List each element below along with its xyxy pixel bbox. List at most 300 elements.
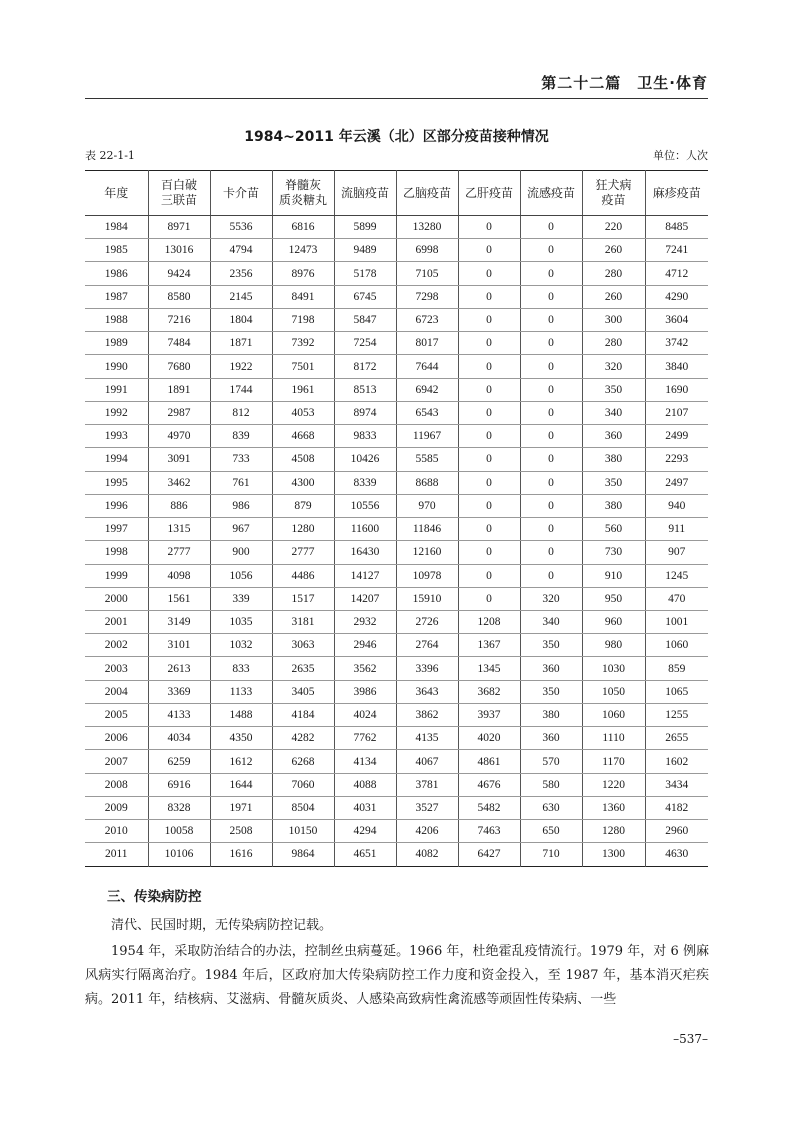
value-cell: 8328 bbox=[148, 796, 210, 819]
value-cell: 3682 bbox=[458, 680, 520, 703]
value-cell: 879 bbox=[272, 494, 334, 517]
value-cell: 1488 bbox=[210, 703, 272, 726]
value-cell: 300 bbox=[582, 308, 645, 331]
value-cell: 4300 bbox=[272, 471, 334, 494]
year-cell: 2006 bbox=[85, 727, 148, 750]
value-cell: 0 bbox=[520, 518, 582, 541]
table-row bbox=[85, 796, 708, 819]
value-cell: 4024 bbox=[334, 703, 396, 726]
value-cell: 4794 bbox=[210, 239, 272, 262]
table-row bbox=[85, 494, 708, 517]
table-row bbox=[85, 610, 708, 633]
value-cell: 10426 bbox=[334, 448, 396, 471]
value-cell: 859 bbox=[645, 657, 708, 680]
value-cell: 4350 bbox=[210, 727, 272, 750]
value-cell: 8976 bbox=[272, 262, 334, 285]
year-cell: 1988 bbox=[85, 308, 148, 331]
value-cell: 0 bbox=[458, 216, 520, 239]
year-cell: 1991 bbox=[85, 378, 148, 401]
table-code: 表 22-1-1 bbox=[85, 149, 135, 162]
value-cell: 3742 bbox=[645, 332, 708, 355]
value-cell: 1644 bbox=[210, 773, 272, 796]
value-cell: 4184 bbox=[272, 703, 334, 726]
value-cell: 340 bbox=[582, 401, 645, 424]
value-cell: 350 bbox=[520, 634, 582, 657]
value-cell: 1050 bbox=[582, 680, 645, 703]
value-cell: 1360 bbox=[582, 796, 645, 819]
value-cell: 3937 bbox=[458, 703, 520, 726]
value-cell: 7198 bbox=[272, 308, 334, 331]
value-cell: 1602 bbox=[645, 750, 708, 773]
table-row bbox=[85, 239, 708, 262]
table-meta bbox=[85, 147, 708, 163]
value-cell: 2777 bbox=[148, 541, 210, 564]
value-cell: 1220 bbox=[582, 773, 645, 796]
value-cell: 986 bbox=[210, 494, 272, 517]
value-cell: 967 bbox=[210, 518, 272, 541]
year-cell: 2009 bbox=[85, 796, 148, 819]
column-header: 乙肝疫苗 bbox=[458, 171, 520, 216]
value-cell: 0 bbox=[520, 494, 582, 517]
chapter-title: 第二十二篇 卫生·体育 bbox=[541, 74, 708, 92]
value-cell: 1891 bbox=[148, 378, 210, 401]
year-cell: 2002 bbox=[85, 634, 148, 657]
value-cell: 9489 bbox=[334, 239, 396, 262]
value-cell: 970 bbox=[396, 494, 458, 517]
year-cell: 2001 bbox=[85, 610, 148, 633]
value-cell: 8688 bbox=[396, 471, 458, 494]
table-row bbox=[85, 587, 708, 610]
value-cell: 7501 bbox=[272, 355, 334, 378]
value-cell: 11846 bbox=[396, 518, 458, 541]
column-header: 年度 bbox=[85, 171, 148, 216]
value-cell: 3369 bbox=[148, 680, 210, 703]
value-cell: 15910 bbox=[396, 587, 458, 610]
value-cell: 910 bbox=[582, 564, 645, 587]
value-cell: 4290 bbox=[645, 285, 708, 308]
value-cell: 1367 bbox=[458, 634, 520, 657]
value-cell: 6723 bbox=[396, 308, 458, 331]
table-row bbox=[85, 727, 708, 750]
year-cell: 2005 bbox=[85, 703, 148, 726]
value-cell: 0 bbox=[520, 425, 582, 448]
value-cell: 1001 bbox=[645, 610, 708, 633]
value-cell: 3604 bbox=[645, 308, 708, 331]
value-cell: 8974 bbox=[334, 401, 396, 424]
value-cell: 7216 bbox=[148, 308, 210, 331]
value-cell: 10150 bbox=[272, 820, 334, 843]
year-cell: 2007 bbox=[85, 750, 148, 773]
value-cell: 380 bbox=[582, 494, 645, 517]
year-cell: 1995 bbox=[85, 471, 148, 494]
value-cell: 7298 bbox=[396, 285, 458, 308]
value-cell: 0 bbox=[458, 425, 520, 448]
table-row bbox=[85, 216, 708, 239]
value-cell: 3396 bbox=[396, 657, 458, 680]
value-cell: 0 bbox=[458, 308, 520, 331]
value-cell: 0 bbox=[458, 378, 520, 401]
value-cell: 0 bbox=[520, 378, 582, 401]
value-cell: 0 bbox=[520, 216, 582, 239]
value-cell: 0 bbox=[520, 285, 582, 308]
value-cell: 0 bbox=[458, 494, 520, 517]
value-cell: 2655 bbox=[645, 727, 708, 750]
value-cell: 8172 bbox=[334, 355, 396, 378]
value-cell: 0 bbox=[520, 308, 582, 331]
value-cell: 6816 bbox=[272, 216, 334, 239]
value-cell: 1871 bbox=[210, 332, 272, 355]
value-cell: 2508 bbox=[210, 820, 272, 843]
value-cell: 12160 bbox=[396, 541, 458, 564]
value-cell: 1032 bbox=[210, 634, 272, 657]
value-cell: 0 bbox=[458, 355, 520, 378]
value-cell: 1561 bbox=[148, 587, 210, 610]
value-cell: 10106 bbox=[148, 843, 210, 866]
table-header-row bbox=[85, 171, 708, 216]
value-cell: 8504 bbox=[272, 796, 334, 819]
value-cell: 13280 bbox=[396, 216, 458, 239]
value-cell: 8971 bbox=[148, 216, 210, 239]
value-cell: 340 bbox=[520, 610, 582, 633]
table-row bbox=[85, 308, 708, 331]
value-cell: 0 bbox=[520, 262, 582, 285]
value-cell: 4486 bbox=[272, 564, 334, 587]
year-cell: 1999 bbox=[85, 564, 148, 587]
value-cell: 3181 bbox=[272, 610, 334, 633]
value-cell: 0 bbox=[520, 564, 582, 587]
value-cell: 6259 bbox=[148, 750, 210, 773]
value-cell: 0 bbox=[458, 332, 520, 355]
value-cell: 360 bbox=[520, 657, 582, 680]
value-cell: 1744 bbox=[210, 378, 272, 401]
year-cell: 1996 bbox=[85, 494, 148, 517]
value-cell: 2946 bbox=[334, 634, 396, 657]
value-cell: 380 bbox=[520, 703, 582, 726]
value-cell: 7644 bbox=[396, 355, 458, 378]
value-cell: 3643 bbox=[396, 680, 458, 703]
value-cell: 280 bbox=[582, 332, 645, 355]
value-cell: 260 bbox=[582, 285, 645, 308]
value-cell: 4031 bbox=[334, 796, 396, 819]
value-cell: 5899 bbox=[334, 216, 396, 239]
value-cell: 730 bbox=[582, 541, 645, 564]
value-cell: 4206 bbox=[396, 820, 458, 843]
paragraph: 清代、民国时期，无传染病防控记载。 bbox=[111, 918, 333, 933]
value-cell: 339 bbox=[210, 587, 272, 610]
value-cell: 10978 bbox=[396, 564, 458, 587]
value-cell: 8017 bbox=[396, 332, 458, 355]
section-heading: 三、传染病防控 bbox=[107, 889, 202, 905]
value-cell: 2497 bbox=[645, 471, 708, 494]
value-cell: 350 bbox=[582, 471, 645, 494]
value-cell: 7680 bbox=[148, 355, 210, 378]
value-cell: 10058 bbox=[148, 820, 210, 843]
value-cell: 4135 bbox=[396, 727, 458, 750]
value-cell: 3434 bbox=[645, 773, 708, 796]
table-row bbox=[85, 378, 708, 401]
value-cell: 0 bbox=[458, 285, 520, 308]
value-cell: 4134 bbox=[334, 750, 396, 773]
value-cell: 7463 bbox=[458, 820, 520, 843]
value-cell: 839 bbox=[210, 425, 272, 448]
value-cell: 6942 bbox=[396, 378, 458, 401]
value-cell: 0 bbox=[520, 332, 582, 355]
value-cell: 3986 bbox=[334, 680, 396, 703]
value-cell: 7392 bbox=[272, 332, 334, 355]
value-cell: 8339 bbox=[334, 471, 396, 494]
value-cell: 1170 bbox=[582, 750, 645, 773]
value-cell: 12473 bbox=[272, 239, 334, 262]
value-cell: 260 bbox=[582, 239, 645, 262]
year-cell: 1985 bbox=[85, 239, 148, 262]
value-cell: 0 bbox=[458, 239, 520, 262]
value-cell: 8580 bbox=[148, 285, 210, 308]
value-cell: 950 bbox=[582, 587, 645, 610]
value-cell: 1922 bbox=[210, 355, 272, 378]
value-cell: 1971 bbox=[210, 796, 272, 819]
table-row bbox=[85, 262, 708, 285]
value-cell: 4053 bbox=[272, 401, 334, 424]
table-row bbox=[85, 680, 708, 703]
value-cell: 4282 bbox=[272, 727, 334, 750]
value-cell: 3562 bbox=[334, 657, 396, 680]
value-cell: 3840 bbox=[645, 355, 708, 378]
value-cell: 1208 bbox=[458, 610, 520, 633]
value-cell: 1280 bbox=[582, 820, 645, 843]
value-cell: 11600 bbox=[334, 518, 396, 541]
value-cell: 833 bbox=[210, 657, 272, 680]
year-cell: 2003 bbox=[85, 657, 148, 680]
table-row bbox=[85, 750, 708, 773]
value-cell: 9833 bbox=[334, 425, 396, 448]
value-cell: 710 bbox=[520, 843, 582, 866]
value-cell: 3091 bbox=[148, 448, 210, 471]
value-cell: 0 bbox=[458, 262, 520, 285]
table-unit: 单位：人次 bbox=[653, 149, 708, 162]
value-cell: 4651 bbox=[334, 843, 396, 866]
value-cell: 360 bbox=[520, 727, 582, 750]
vaccination-table bbox=[85, 170, 708, 867]
value-cell: 1315 bbox=[148, 518, 210, 541]
value-cell: 1065 bbox=[645, 680, 708, 703]
value-cell: 280 bbox=[582, 262, 645, 285]
table-title: 1984~2011 年云溪（北）区部分疫苗接种情况 bbox=[244, 129, 549, 145]
value-cell: 0 bbox=[458, 518, 520, 541]
value-cell: 580 bbox=[520, 773, 582, 796]
value-cell: 3101 bbox=[148, 634, 210, 657]
value-cell: 940 bbox=[645, 494, 708, 517]
year-cell: 2004 bbox=[85, 680, 148, 703]
value-cell: 886 bbox=[148, 494, 210, 517]
year-cell: 1994 bbox=[85, 448, 148, 471]
table-row bbox=[85, 355, 708, 378]
value-cell: 5585 bbox=[396, 448, 458, 471]
value-cell: 1035 bbox=[210, 610, 272, 633]
value-cell: 0 bbox=[520, 401, 582, 424]
value-cell: 4034 bbox=[148, 727, 210, 750]
value-cell: 960 bbox=[582, 610, 645, 633]
value-cell: 2293 bbox=[645, 448, 708, 471]
value-cell: 4182 bbox=[645, 796, 708, 819]
value-cell: 812 bbox=[210, 401, 272, 424]
table-row bbox=[85, 820, 708, 843]
value-cell: 14127 bbox=[334, 564, 396, 587]
value-cell: 360 bbox=[582, 425, 645, 448]
table-row bbox=[85, 564, 708, 587]
value-cell: 7105 bbox=[396, 262, 458, 285]
value-cell: 1300 bbox=[582, 843, 645, 866]
value-cell: 380 bbox=[582, 448, 645, 471]
value-cell: 1280 bbox=[272, 518, 334, 541]
value-cell: 4082 bbox=[396, 843, 458, 866]
value-cell: 6268 bbox=[272, 750, 334, 773]
value-cell: 1961 bbox=[272, 378, 334, 401]
table-row bbox=[85, 471, 708, 494]
value-cell: 733 bbox=[210, 448, 272, 471]
value-cell: 350 bbox=[582, 378, 645, 401]
value-cell: 0 bbox=[458, 541, 520, 564]
year-cell: 2008 bbox=[85, 773, 148, 796]
value-cell: 7060 bbox=[272, 773, 334, 796]
year-cell: 1993 bbox=[85, 425, 148, 448]
value-cell: 320 bbox=[520, 587, 582, 610]
value-cell: 2613 bbox=[148, 657, 210, 680]
value-cell: 4020 bbox=[458, 727, 520, 750]
value-cell: 2932 bbox=[334, 610, 396, 633]
value-cell: 1255 bbox=[645, 703, 708, 726]
value-cell: 8513 bbox=[334, 378, 396, 401]
column-header: 流感疫苗 bbox=[520, 171, 582, 216]
value-cell: 4668 bbox=[272, 425, 334, 448]
table-row bbox=[85, 285, 708, 308]
value-cell: 16430 bbox=[334, 541, 396, 564]
year-cell: 1987 bbox=[85, 285, 148, 308]
value-cell: 2764 bbox=[396, 634, 458, 657]
value-cell: 3063 bbox=[272, 634, 334, 657]
value-cell: 630 bbox=[520, 796, 582, 819]
value-cell: 570 bbox=[520, 750, 582, 773]
year-cell: 2010 bbox=[85, 820, 148, 843]
paragraph: 1954 年，采取防治结合的办法，控制丝虫病蔓延。1966 年，杜绝霍乱疫情流行。1979 年，对 6 例麻风病实行隔离治疗。1984 年后，区政府加大传染病防控工作力度和资金投入，至 1987 年，基本消灭疟疾病。2011 年，结核病、艾滋病、骨髓灰质炎、人感染高致病性禽流感等顽固性传染病、一些 bbox=[85, 944, 709, 1007]
value-cell: 470 bbox=[645, 587, 708, 610]
value-cell: 2499 bbox=[645, 425, 708, 448]
table-row bbox=[85, 425, 708, 448]
value-cell: 1060 bbox=[645, 634, 708, 657]
value-cell: 1110 bbox=[582, 727, 645, 750]
value-cell: 761 bbox=[210, 471, 272, 494]
value-cell: 11967 bbox=[396, 425, 458, 448]
value-cell: 1056 bbox=[210, 564, 272, 587]
value-cell: 4088 bbox=[334, 773, 396, 796]
value-cell: 4067 bbox=[396, 750, 458, 773]
value-cell: 9424 bbox=[148, 262, 210, 285]
value-cell: 1133 bbox=[210, 680, 272, 703]
value-cell: 0 bbox=[458, 401, 520, 424]
value-cell: 1345 bbox=[458, 657, 520, 680]
value-cell: 0 bbox=[458, 564, 520, 587]
value-cell: 1245 bbox=[645, 564, 708, 587]
column-header: 卡介苗 bbox=[210, 171, 272, 216]
table-row bbox=[85, 518, 708, 541]
value-cell: 6916 bbox=[148, 773, 210, 796]
table-row bbox=[85, 448, 708, 471]
year-cell: 1989 bbox=[85, 332, 148, 355]
value-cell: 4098 bbox=[148, 564, 210, 587]
year-cell: 2000 bbox=[85, 587, 148, 610]
page-number: –537– bbox=[673, 1032, 708, 1046]
value-cell: 4133 bbox=[148, 703, 210, 726]
value-cell: 5847 bbox=[334, 308, 396, 331]
year-cell: 2011 bbox=[104, 848, 128, 861]
value-cell: 13016 bbox=[148, 239, 210, 262]
table-row bbox=[85, 843, 708, 866]
table-row bbox=[85, 401, 708, 424]
value-cell: 0 bbox=[520, 448, 582, 471]
value-cell: 6998 bbox=[396, 239, 458, 262]
column-header: 百白破 三联苗 bbox=[148, 171, 210, 216]
value-cell: 7484 bbox=[148, 332, 210, 355]
value-cell: 900 bbox=[210, 541, 272, 564]
value-cell: 2635 bbox=[272, 657, 334, 680]
value-cell: 220 bbox=[582, 216, 645, 239]
value-cell: 8485 bbox=[645, 216, 708, 239]
value-cell: 0 bbox=[458, 448, 520, 471]
column-header: 脊髓灰 质炎糖丸 bbox=[272, 171, 334, 216]
value-cell: 4508 bbox=[272, 448, 334, 471]
table-row bbox=[85, 703, 708, 726]
value-cell: 7254 bbox=[334, 332, 396, 355]
value-cell: 4861 bbox=[458, 750, 520, 773]
value-cell: 1804 bbox=[210, 308, 272, 331]
value-cell: 6427 bbox=[458, 843, 520, 866]
value-cell: 0 bbox=[458, 471, 520, 494]
value-cell: 2777 bbox=[272, 541, 334, 564]
value-cell: 1060 bbox=[582, 703, 645, 726]
table-row bbox=[85, 634, 708, 657]
value-cell: 2987 bbox=[148, 401, 210, 424]
value-cell: 907 bbox=[645, 541, 708, 564]
value-cell: 650 bbox=[520, 820, 582, 843]
value-cell: 2960 bbox=[645, 820, 708, 843]
year-cell: 1997 bbox=[85, 518, 148, 541]
value-cell: 0 bbox=[458, 587, 520, 610]
column-header: 流脑疫苗 bbox=[334, 171, 396, 216]
value-cell: 2356 bbox=[210, 262, 272, 285]
year-cell: 1992 bbox=[85, 401, 148, 424]
page-header bbox=[85, 70, 708, 99]
value-cell: 8491 bbox=[272, 285, 334, 308]
value-cell: 2107 bbox=[645, 401, 708, 424]
value-cell: 1612 bbox=[210, 750, 272, 773]
value-cell: 1517 bbox=[272, 587, 334, 610]
value-cell: 9864 bbox=[272, 843, 334, 866]
year-cell: 1984 bbox=[85, 216, 148, 239]
value-cell: 4294 bbox=[334, 820, 396, 843]
value-cell: 14207 bbox=[334, 587, 396, 610]
value-cell: 320 bbox=[582, 355, 645, 378]
value-cell: 7241 bbox=[645, 239, 708, 262]
column-header: 麻疹疫苗 bbox=[645, 171, 708, 216]
value-cell: 560 bbox=[582, 518, 645, 541]
value-cell: 0 bbox=[520, 541, 582, 564]
table-row bbox=[85, 332, 708, 355]
value-cell: 4712 bbox=[645, 262, 708, 285]
column-header: 狂犬病 疫苗 bbox=[582, 171, 645, 216]
year-cell: 1998 bbox=[85, 541, 148, 564]
value-cell: 5482 bbox=[458, 796, 520, 819]
column-header: 乙脑疫苗 bbox=[396, 171, 458, 216]
value-cell: 2145 bbox=[210, 285, 272, 308]
